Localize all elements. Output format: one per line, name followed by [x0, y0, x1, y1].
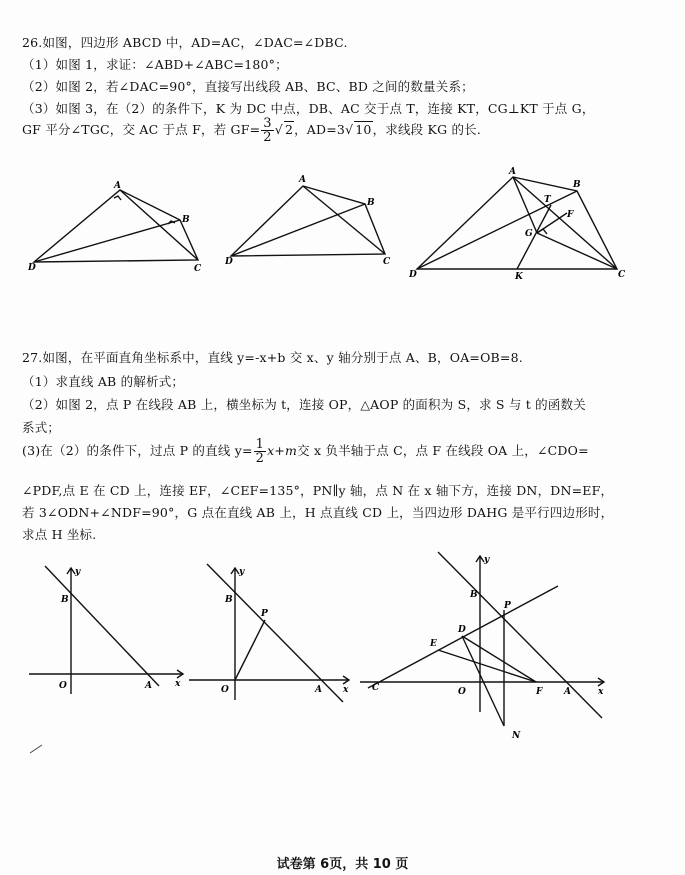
q27-part3-line4: 求点 H 坐标.	[22, 527, 97, 542]
q26-frac-den: 2	[263, 130, 272, 145]
q27-part1: （1）求直线 AB 的解析式；	[22, 374, 185, 389]
q26-f3-label-b: B	[573, 180, 581, 190]
q27-f3-label-a: A	[564, 687, 571, 697]
q27-part3-line3: 若 3∠ODN+∠NDF=90°，G 点在直线 AB 上，H 点直线 CD 上，当四边形 DAHG 是平行四边形时，	[22, 505, 614, 520]
q26-title: 26.如图，四边形 ABCD 中，AD=AC，∠DAC=∠DBC.	[22, 35, 348, 50]
q27-f3-label-y: y	[484, 555, 490, 565]
q26-f3-label-t: T	[544, 195, 551, 205]
pen-mark	[28, 740, 48, 756]
q27-frac-num: 1	[255, 437, 265, 452]
q27-f3-label-o: O	[458, 687, 466, 697]
q26-f1-label-c: C	[194, 264, 202, 273]
q27-f3-label-c: C	[372, 683, 380, 693]
q27-part3-text-a: (3)在（2）的条件下，过点 P 的直线 y=	[22, 443, 253, 458]
q26-f2-label-b: B	[367, 198, 375, 208]
q27-frac-den: 2	[255, 451, 265, 466]
q27-part3	[22, 438, 589, 465]
q26-f2-label-c: C	[383, 257, 391, 265]
q27-figure-3	[358, 548, 608, 743]
q26-figure-1	[28, 178, 208, 273]
q26-f3-label-f: F	[567, 210, 574, 220]
q26-f3-label-d: D	[409, 270, 417, 280]
q27-f1-label-o: O	[59, 681, 67, 691]
q27-f3-label-f: F	[536, 687, 543, 697]
q26-f1-label-a: A	[114, 181, 121, 191]
q26-figure-2	[225, 170, 400, 265]
q26-sqrt-2: 10	[355, 122, 372, 137]
q26-part1: （1）如图 1，求证：∠ABD+∠ABC=180°；	[22, 57, 288, 72]
q27-f1-label-b: B	[61, 595, 69, 605]
q26-part3-text-a: GF 平分∠TGC，交 AC 于点 F，若 GF=	[22, 122, 261, 137]
q26-part2: （2）如图 2，若∠DAC=90°，直接写出线段 AB、BC、BD 之间的数量关系；	[22, 79, 474, 94]
q27-f2-label-o: O	[221, 685, 229, 695]
q26-part3-cont: GF 平分∠TGC，交 AC 于点 F，若 GF= $\frac{3}{2}$ √ 2，AD=3√ 10，求线段 KG 的长.	[22, 116, 482, 145]
q27-f2-label-b: B	[225, 595, 233, 605]
q26-sqrt-1: 2	[284, 122, 294, 137]
q27-title: 27.如图，在平面直角坐标系中，直线 y=-x+b 交 x、y 轴分别于点 A、B，OA=OB=8.	[22, 350, 523, 365]
q27-part3-text-c: 交 x 负半轴于点 C，点 F 在线段 OA 上，∠CDO=	[297, 443, 589, 458]
q27-part3-line2: ∠PDF,点 E 在 CD 上，连接 EF，∠CEF=135°，PN∥y 轴，点 N 在 x 轴下方，连接 DN，DN=EF，	[22, 483, 614, 498]
q27-fraction	[254, 438, 266, 465]
q26-f1-label-d: D	[28, 263, 36, 273]
page-footer: 试卷第 6页，共 10 页	[276, 857, 409, 872]
q27-f2-label-y: y	[239, 567, 245, 577]
q27-f1-label-a: A	[145, 681, 152, 691]
q27-f2-label-a: A	[315, 685, 322, 695]
q26-f1-label-b: B	[182, 215, 190, 225]
q27-part2-cont: 系式；	[22, 420, 61, 435]
q27-figure-2	[185, 560, 355, 705]
q26-part3-text-c: ，求线段 KG 的长.	[372, 122, 482, 137]
q26-f2-label-d: D	[225, 257, 233, 265]
q27-f3-label-x: x	[598, 687, 604, 697]
q27-f1-label-y: y	[75, 567, 81, 577]
q26-part3-text-b: ，AD=3	[294, 122, 346, 137]
q27-f3-label-b: B	[470, 590, 478, 600]
q27-f3-label-n: N	[512, 731, 521, 741]
q26-frac-num: 3	[263, 116, 272, 131]
q26-fraction	[261, 117, 273, 144]
q27-part3-expr: x+m	[267, 443, 298, 458]
q26-f3-label-a: A	[509, 167, 516, 177]
q27-f3-label-d: D	[458, 625, 466, 635]
q26-part3: （3）如图 3，在（2）的条件下，K 为 DC 中点，DB、AC 交于点 T，连接 KT，CG⊥KT 于点 G，	[22, 101, 595, 116]
q26-f3-label-c: C	[618, 270, 626, 280]
q27-f2-label-x: x	[343, 685, 349, 695]
q27-f1-label-x: x	[175, 679, 181, 689]
q26-f2-label-a: A	[299, 175, 306, 185]
q26-figure-3	[405, 165, 630, 280]
q26-f3-label-g: G	[525, 229, 533, 239]
q27-figure-1	[25, 560, 190, 700]
q27-f2-label-p: P	[261, 609, 268, 619]
q26-f3-label-k: K	[515, 272, 523, 280]
q27-f3-label-e: E	[430, 639, 437, 649]
q27-f3-label-p: P	[504, 601, 511, 611]
q27-part2: （2）如图 2，点 P 在线段 AB 上，横坐标为 t，连接 OP，△AOP 的面积为 S，求 S 与 t 的函数关	[22, 397, 586, 412]
